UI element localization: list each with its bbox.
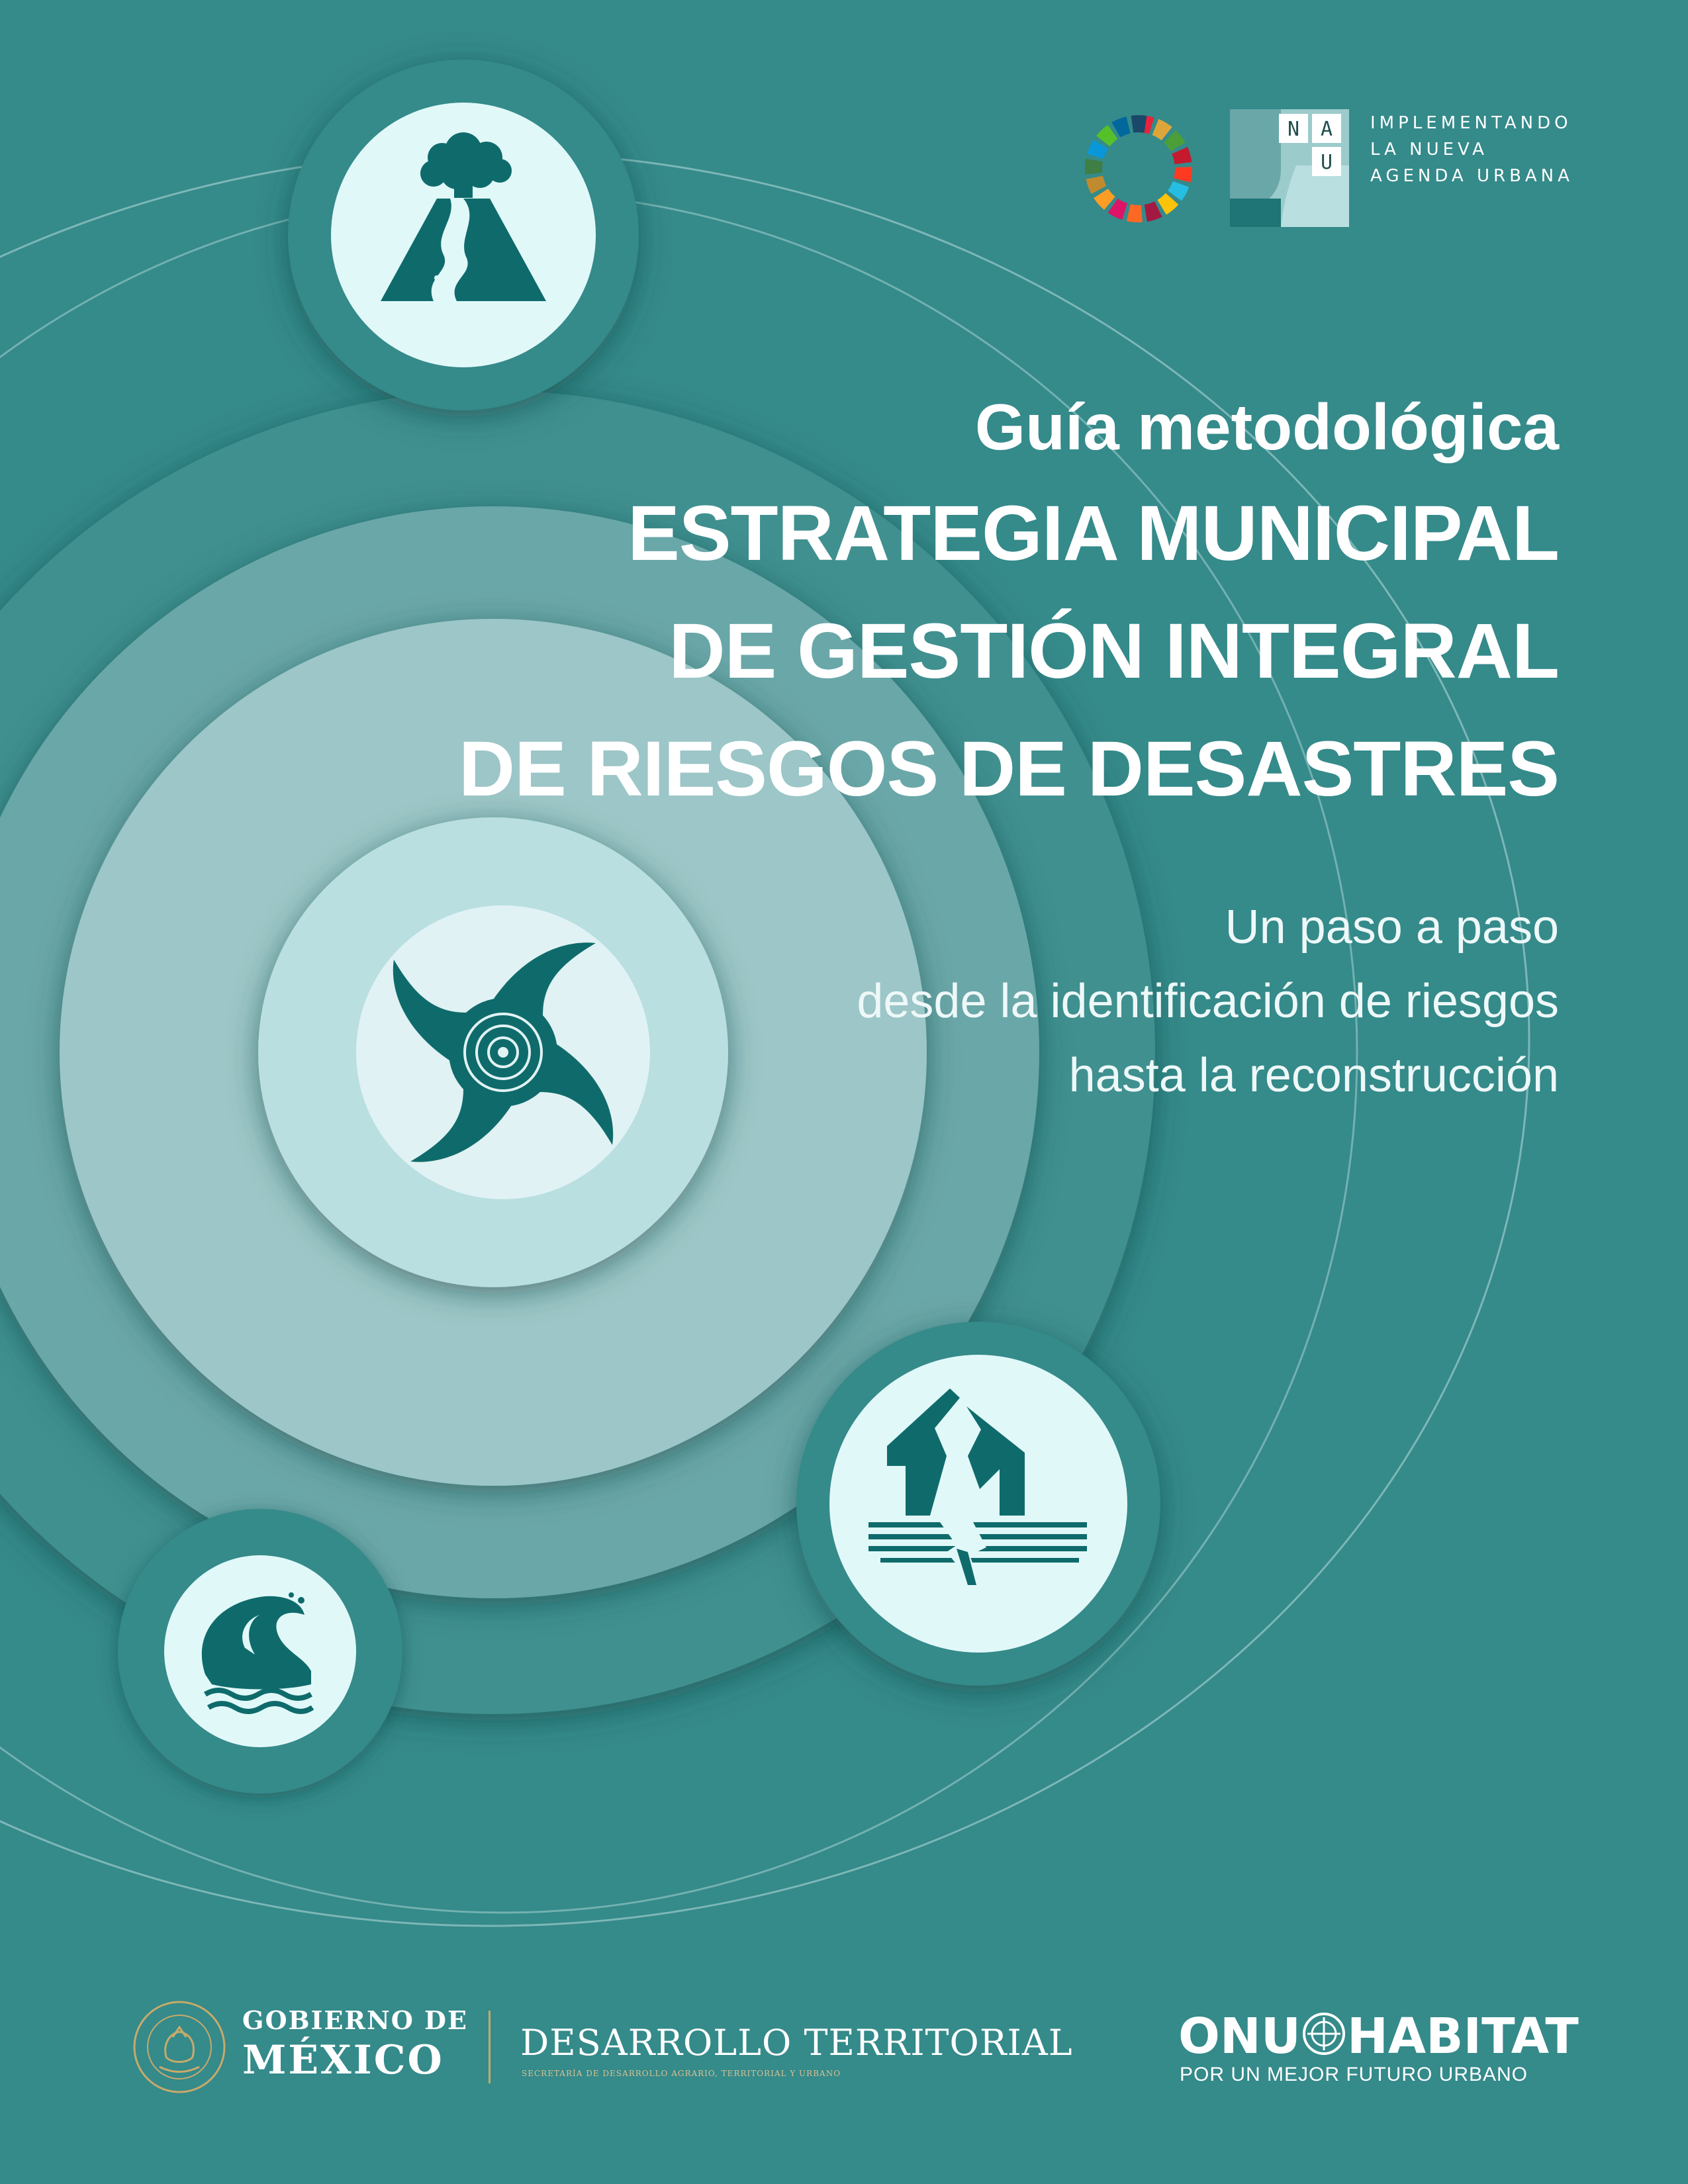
onu-text: ONU: [1178, 2008, 1301, 2065]
gobierno-line-1: GOBIERNO DE: [242, 2005, 468, 2035]
habitat-text: HABITAT: [1346, 2008, 1579, 2065]
earthquake-badge: [829, 1355, 1127, 1653]
footer-logos: [0, 1985, 1688, 2091]
subtitle-line-3: hasta la reconstrucción: [1068, 1049, 1559, 1102]
nau-line-1: IMPLEMENTANDO: [1370, 113, 1572, 133]
onu-habitat-logo: [1178, 2008, 1579, 2065]
kicker-title: Guía metodológica: [974, 390, 1559, 463]
desarrollo-territorial-title: DESARROLLO TERRITORIAL: [520, 2022, 1073, 2064]
nau-tagline: [1370, 110, 1573, 189]
main-title-line-3: DE RIESGOS DE DESASTRES: [458, 725, 1559, 813]
main-title-line-1: ESTRATEGIA MUNICIPAL: [628, 490, 1559, 577]
un-emblem-icon: [1302, 2012, 1346, 2056]
nau-letter-u: U: [1320, 151, 1333, 174]
subtitle-line-1: Un paso a paso: [1225, 901, 1559, 954]
footer-divider: [489, 2011, 491, 2083]
subtitle-line-2: desde la identificación de riesgos: [857, 975, 1559, 1028]
nau-line-2: LA NUEVA: [1370, 140, 1488, 159]
gobierno-line-2: MÉXICO: [242, 2037, 444, 2083]
sdg-wheel-logo: [1075, 105, 1202, 232]
main-title: [459, 475, 1559, 828]
onu-habitat-tagline: POR UN MEJOR FUTURO URBANO: [1180, 2064, 1528, 2085]
nau-letter-n: N: [1287, 118, 1300, 141]
main-title-line-2: DE GESTIÓN INTEGRAL: [669, 608, 1559, 695]
mexico-seal-logo: [130, 1997, 229, 2097]
nau-letter-a: A: [1320, 118, 1333, 141]
desarrollo-territorial-subtitle: SECRETARÍA DE DESARROLLO AGRARIO, TERRITORIAL Y URBANO: [522, 2069, 841, 2078]
nau-line-3: AGENDA URBANA: [1370, 166, 1573, 186]
subtitle: [857, 890, 1559, 1113]
title-block: [459, 387, 1559, 828]
